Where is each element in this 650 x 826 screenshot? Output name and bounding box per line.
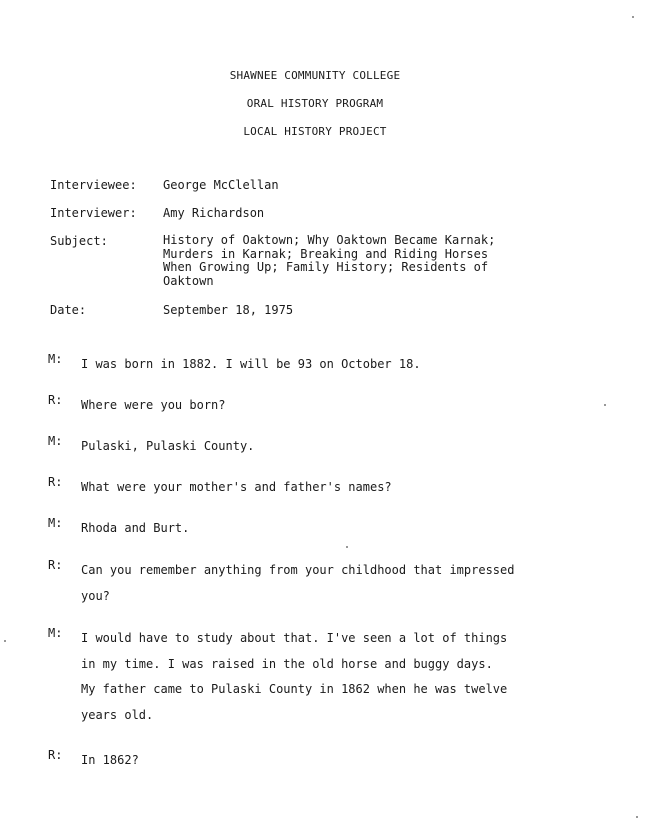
speaker-label: M: [48,626,63,640]
speech-text [81,516,189,542]
subject-line: Oaktown [163,273,214,288]
program-heading: ORAL HISTORY PROGRAM [246,97,384,110]
subject-line: Murders in Karnak; Breaking and Riding Horses [163,246,489,261]
speech-line: What were your mother's and father's names? [81,480,392,494]
speech-line: I would have to study about that. I've seen a lot of things [81,631,508,645]
subject-value [163,234,495,288]
scan-speck [604,404,606,406]
interviewer-value: Amy Richardson [163,206,265,220]
subject-label: Subject: [50,234,108,248]
interviewee-value: George McClellan [163,178,279,192]
scan-speck [636,816,638,818]
speech-text [81,393,226,419]
interviewee-label: Interviewee: [50,178,137,192]
speech-text [81,748,139,774]
speaker-label: R: [48,475,63,489]
project-heading: LOCAL HISTORY PROJECT [243,125,387,138]
speech-line: years old. [81,707,154,722]
speech-text [81,434,254,460]
subject-line: When Growing Up; Family History; Residents of [163,260,489,274]
speaker-label: R: [48,393,63,407]
speech-line: I was born in 1882. I will be 93 on October 18. [81,357,421,371]
speaker-label: M: [48,352,63,366]
scan-speck [4,640,6,642]
interviewer-label: Interviewer: [50,206,137,220]
speech-text [81,558,514,609]
speaker-label: R: [48,558,63,572]
speech-text [81,475,392,501]
speaker-label: M: [48,516,63,530]
scan-speck [632,16,634,18]
speech-text [81,352,421,378]
college-name-heading: SHAWNEE COMMUNITY COLLEGE [229,69,401,82]
subject-line: History of Oaktown; Why Oaktown Became Karnak; [163,233,496,247]
speech-line: Pulaski, Pulaski County. [81,439,255,453]
scan-speck [346,546,348,548]
speaker-label: M: [48,434,63,448]
speech-line: In 1862? [81,753,139,767]
speech-line: in my time. I was raised in the old horse and buggy days. [81,656,493,671]
date-label: Date: [50,303,87,317]
speech-line: Rhoda and Burt. [81,521,190,535]
speech-line: My father came to Pulaski County in 1862 when he was twelve [81,682,508,696]
speech-line: Can you remember anything from your childhood that impressed [81,563,515,577]
speaker-label: R: [48,748,63,762]
speech-line: Where were you born? [81,398,226,412]
speech-text [81,626,507,728]
speech-line: you? [81,588,110,603]
date-value: September 18, 1975 [163,303,294,317]
